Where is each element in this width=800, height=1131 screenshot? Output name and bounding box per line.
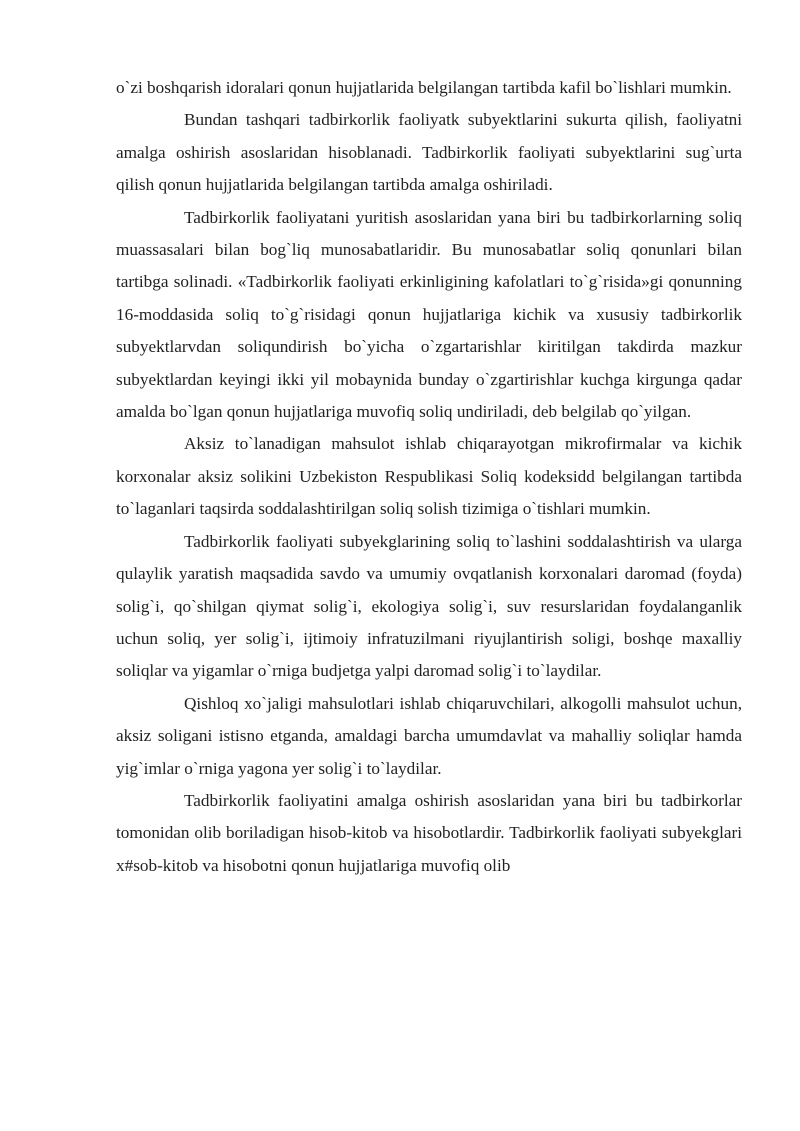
paragraph-2: Bundan tashqari tadbirkorlik faoliyatk subyektlarini sukurta qilish, faoliyatni amalga oshirish asoslaridan hisoblanadi. Tadbirkorlik faoliyati subyektlarini sug`urta qilish qonun hujjatlarida belgilangan tartibda amalga oshiriladi.	[116, 110, 742, 195]
paragraph-4: Aksiz to`lanadigan mahsulot ishlab chiqarayotgan mikrofirmalar va kichik korxonalar aksiz solikini Uzbekiston Respublikasi Soliq kodeksidd belgilangan tartibda to`laganlari taqsirda soddalashtirilgan soliq solish tizimiga o`tishlari mumkin.	[116, 434, 742, 519]
paragraph-1: o`zi boshqarish idoralari qonun hujjatlarida belgilangan tartibda kafil bo`lishlari mumkin.	[116, 78, 732, 97]
paragraph-6: Qishloq xo`jaligi mahsulotlari ishlab chiqaruvchilari, alkogolli mahsulot uchun, aksiz soligani istisno etganda, amaldagi barcha umumdavlat va mahalliy soliqlar hamda yig`imlar o`rniga yagona yer solig`i to`laydilar.	[116, 693, 742, 778]
paragraph-3: Tadbirkorlik faoliyatani yuritish asoslaridan yana biri bu tadbirkorlarning soliq muassasalari bilan bog`liq munosabatlaridir. Bu munosabatlar soliq qonunlari bilan tartibga solinadi. «Tadbirkorlik faoliyati erkinligining kafolatlari to`g`risida»gi qonunning 16-moddasida soliq to`g`risidagi qonun hujjatlariga kichik va xususiy tadbirkorlik subyektlarvdan soliqundirish bo`yicha o`zgartarishlar kiritilgan takdirda mazkur subyektlardan keyingi ikki yil mobaynida bunday o`zgartirishlar kuchga kirgunga qadar amalda bo`lgan qonun hujjatlariga muvofiq soliq undiriladi, deb belgilab qo`yilgan.	[116, 207, 742, 422]
paragraph-5: Tadbirkorlik faoliyati subyekglarining soliq to`lashini soddalashtirish va ularga qulaylik yaratish maqsadida savdo va umumiy ovqatlanish korxonalari daromad (foyda) solig`i, qo`shilgan qiymat solig`i, ekologiya solig`i, suv resurslaridan foydalanganlik uchun soliq, yer solig`i, ijtimoiy infratuzilmani riyujlantirish soligi, boshqe maxalliy soliqlar va yigamlar o`rniga budjetga yalpi daromad solig`i to`laydilar.	[116, 531, 742, 681]
document-page	[116, 72, 742, 882]
paragraph-7: Tadbirkorlik faoliyatini amalga oshirish asoslaridan yana biri bu tadbirkorlar tomonidan olib boriladigan hisob-kitob va hisobotlardir. Tadbirkorlik faoliyati subyekglari x#sob-kitob va hisobotni qonun hujjatlariga muvofiq olib	[116, 790, 742, 875]
